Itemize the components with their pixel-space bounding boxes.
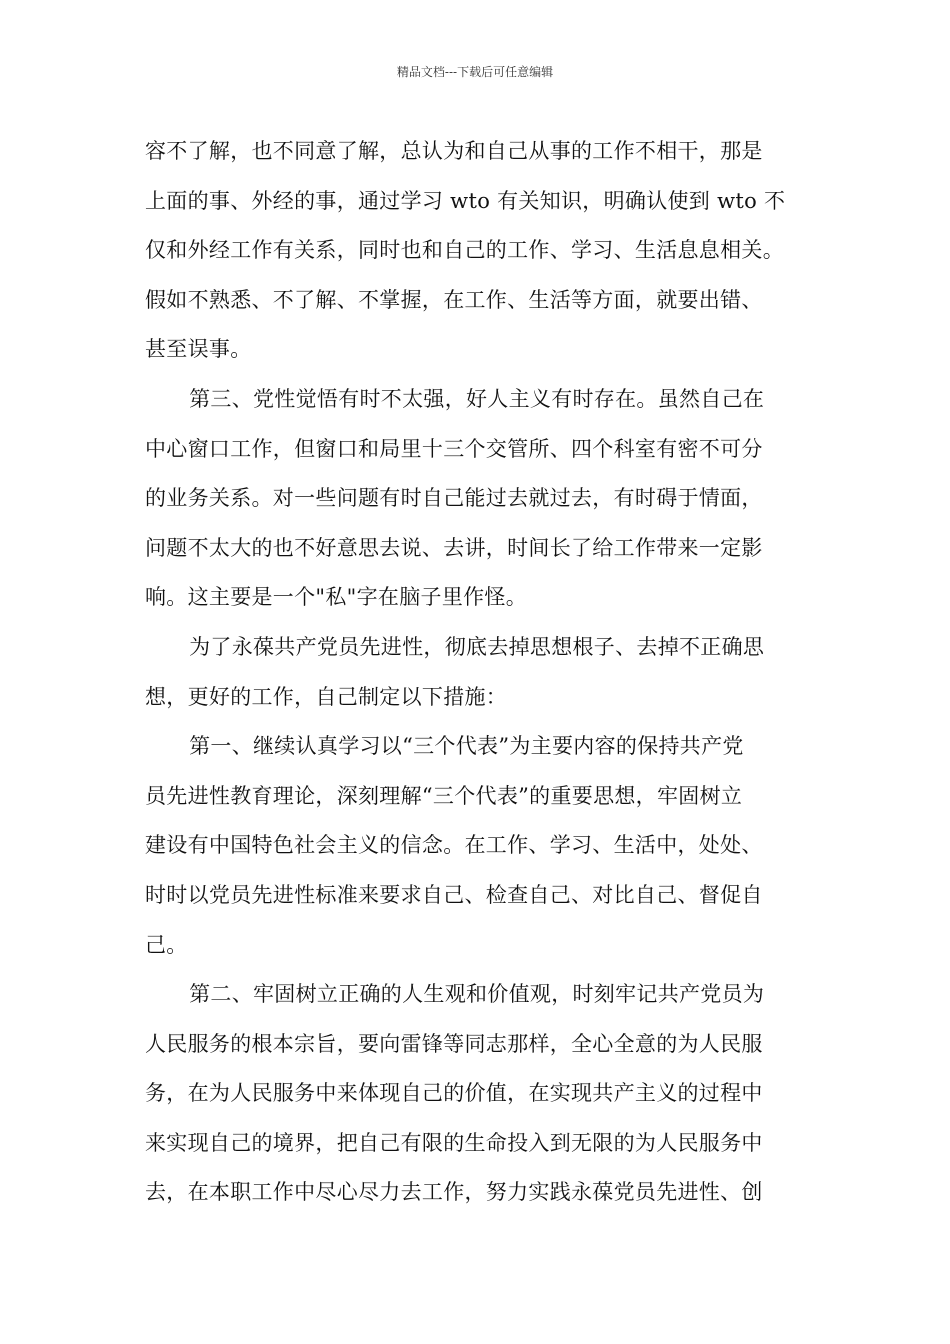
text-line: 员先进性教育理论，深刻理解“三个代表”的重要思想，牢固树立 bbox=[145, 783, 743, 808]
text-line: 响。这主要是一个"私"字在脑子里作怪。 bbox=[145, 585, 528, 610]
text-line: 假如不熟悉、不了解、不掌握，在工作、生活等方面，就要出错、 bbox=[145, 287, 763, 312]
text-line: 来实现自己的境界，把自己有限的生命投入到无限的为人民服务中 bbox=[145, 1130, 763, 1155]
text-line: 的业务关系。对一些问题有时自己能过去就过去，有时碍于情面， bbox=[145, 486, 763, 511]
text-line: 去，在本职工作中尽心尽力去工作，努力实践永葆党员先进性、创 bbox=[145, 1180, 763, 1205]
text-line: 容不了解，也不同意了解，总认为和自己从事的工作不相干，那是 bbox=[145, 139, 763, 163]
text-line: 时时以党员先进性标准来要求自己、检查自己、对比自己、督促自 bbox=[145, 882, 763, 907]
text-line: 务，在为人民服务中来体现自己的价值，在实现共产主义的过程中 bbox=[145, 1081, 763, 1106]
text-line: 为了永葆共产党员先进性，彻底去掉思想根子、去掉不正确思 bbox=[189, 634, 765, 659]
text-line: 第三、党性觉悟有时不太强，好人主义有时存在。虽然自己在 bbox=[189, 386, 765, 411]
text-line: 己。 bbox=[145, 932, 188, 957]
document-body bbox=[145, 127, 825, 1218]
page-header: 精品文档---下载后可任意编辑 bbox=[396, 65, 554, 79]
text-line: 建设有中国特色社会主义的信念。在工作、学习、生活中，处处、 bbox=[145, 833, 763, 858]
text-line: 第一、继续认真学习以“三个代表”为主要内容的保持共产党 bbox=[189, 734, 744, 759]
text-line: 问题不太大的也不好意思去说、去讲，时间长了给工作带来一定影 bbox=[145, 535, 763, 560]
text-line: 想，更好的工作，自己制定以下措施： bbox=[145, 684, 508, 709]
text-line: 上面的事、外经的事，通过学习 wto 有关知识，明确认使到 wto 不 bbox=[145, 188, 786, 213]
text-line: 中心窗口工作，但窗口和局里十三个交管所、四个科室有密不可分 bbox=[145, 436, 763, 461]
text-line: 仅和外经工作有关系，同时也和自己的工作、学习、生活息息相关。 bbox=[145, 238, 784, 263]
text-line: 人民服务的根本宗旨，要向雷锋等同志那样，全心全意的为人民服 bbox=[145, 1031, 763, 1056]
text-line: 甚至误事。 bbox=[145, 337, 252, 362]
text-line: 第二、牢固树立正确的人生观和价值观，时刻牢记共产党员为 bbox=[189, 982, 765, 1007]
